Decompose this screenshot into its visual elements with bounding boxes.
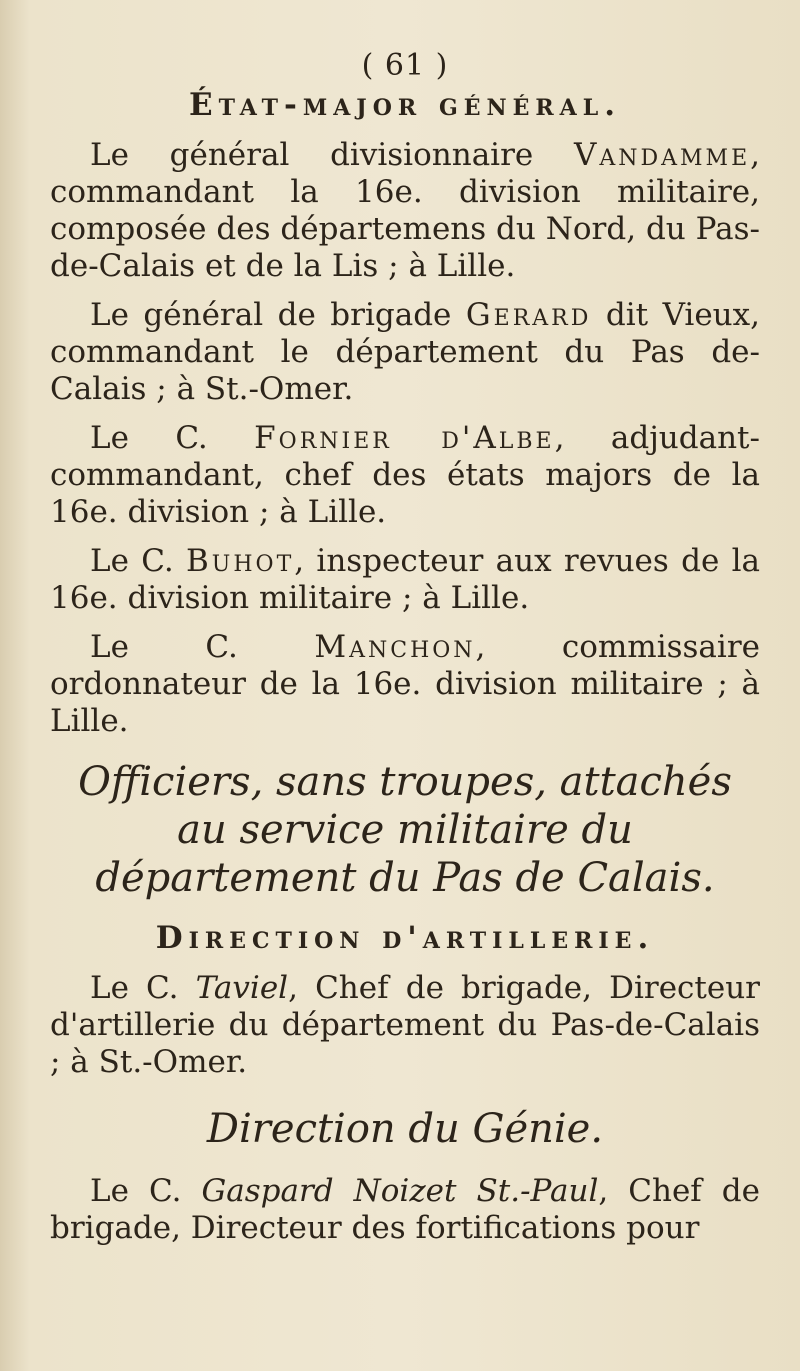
entry-buhot: Le C. Buhot, inspecteur aux revues de la 16e. division militaire ; à Lille. — [50, 543, 761, 616]
entry-taviel: Le C. Taviel, Chef de brigade, Directeur d'artillerie du département du Pas-de-Calais ; à St.-Omer. — [50, 970, 760, 1080]
entry-fornier: Le C. Fornier d'Albe, adjudant-commandant, chef des états majors de la 16e. division ; à Lille. — [50, 420, 760, 530]
section-heading-genie: Direction du Génie. — [206, 1106, 604, 1152]
section-heading-artillerie: Direction d'artillerie. — [155, 920, 655, 956]
entry-gerard: Le général de brigade Gerard dit Vieux, commandant le département du Pas de-Calais ; à St.-Omer. — [50, 297, 760, 407]
person-name: Taviel — [195, 970, 289, 1006]
page-number: ( 61 ) — [361, 48, 449, 83]
entry-noizet: Le C. Gaspard Noizet St.-Paul, Chef de brigade, Directeur des fortifications pour — [50, 1173, 760, 1246]
entry-manchon: Le C. Manchon, commissaire ordonnateur de la 16e. division militaire ; à Lille. — [50, 629, 760, 739]
person-name: Gerard — [465, 297, 592, 333]
person-name: Buhot — [186, 543, 295, 579]
section-heading-officiers: Officiers, sans troupes, attachés au service militaire du département du Pas de Calais. — [78, 759, 732, 901]
person-name: Gaspard Noizet St.-Paul — [201, 1173, 599, 1209]
section-heading-etat-major: État-major général. — [188, 87, 622, 123]
entry-vandamme: Le général divisionnaire Vandamme, commandant la 16e. division militaire, composée des départemens du Nord, du Pas-de-Calais et de la Lis ; à Lille. — [50, 137, 760, 284]
person-name: Vandamme — [573, 137, 751, 173]
person-name: Manchon — [314, 629, 476, 665]
person-name: Fornier d'Albe — [254, 420, 555, 456]
